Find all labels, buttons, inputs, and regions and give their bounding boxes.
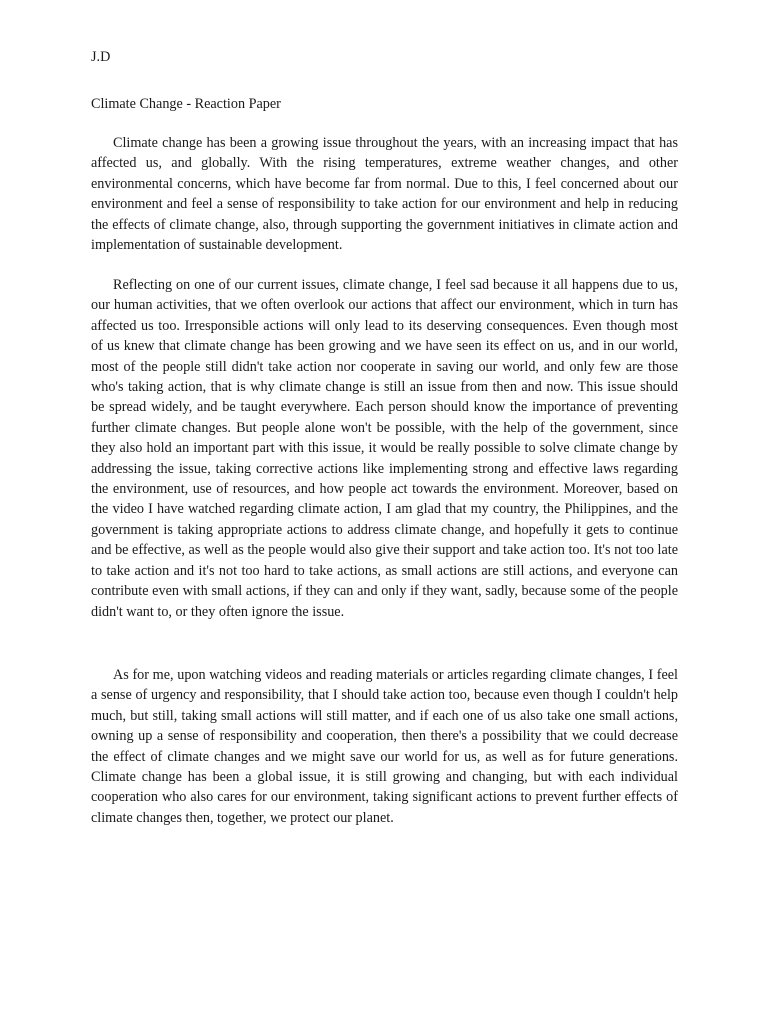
author-initials: J.D [91, 49, 111, 65]
paragraph-text: Reflecting on one of our current issues, climate change, I feel sad because it all happens due to us, our human activities, that we often overlook our actions that affect our environment, which in turn has affected us too. Irresponsible actions will only lead to its deserving consequences. Even though most of us knew that climate change has been growing and we have seen its effect on us, and in our world, most of the people still didn't take action nor cooperate in saving our world, and only few are those who's taking action, that is why climate change is still an issue from then and now. This issue should be spread widely, and be taught everywhere. Each person should know the importance of preventing further climate changes. But people alone won't be possible, with the help of the government, since they also hold an important part with this issue, it would be really possible to solve climate change by addressing the issue, taking corrective actions like implementing strong and effective laws regarding the environment, use of resources, and how people act towards the environment. Moreover, based on the video I have watched regarding climate action, I am glad that my country, the Philippines, and the government is taking appropriate actions to address climate change, and hopefully it gets to continue and be effective, as well as the people would also give their support and take action too. It's not too late to take action and it's not too hard to take actions, as small actions are still actions, and everyone can contribute even with small actions, if they can and only if they want, sadly, because some of the people didn't want to, or they often ignore the issue. [91, 277, 678, 620]
paragraph-2 [91, 275, 678, 622]
paragraph-3 [91, 665, 678, 828]
paragraph-1 [91, 133, 678, 255]
paragraph-text: Climate change has been a growing issue throughout the years, with an increasing impact that has affected us, and globally. With the rising temperatures, extreme weather changes, and other environmental concerns, which have become far from normal. Due to this, I feel concerned about our environment and feel a sense of responsibility to take action for our environment and help in reducing the effects of climate change, also, through supporting the government initiatives in climate action and implementation of sustainable development. [91, 135, 678, 254]
paragraph-text: As for me, upon watching videos and reading materials or articles regarding climate changes, I feel a sense of urgency and responsibility, that I should take action too, because even though I couldn't help much, but still, taking small actions will still matter, and if each one of us also take one small actions, owning up a sense of responsibility and cooperation, then there's a possibility that we could decrease the effect of climate changes and we might save our world for us, as well as for future generations. Climate change has been a global issue, it is still growing and changing, but with each individual cooperation who also cares for our environment, taking significant actions to prevent further effects of climate changes then, together, we protect our planet. [91, 667, 678, 826]
document-title: Climate Change - Reaction Paper [91, 96, 281, 112]
